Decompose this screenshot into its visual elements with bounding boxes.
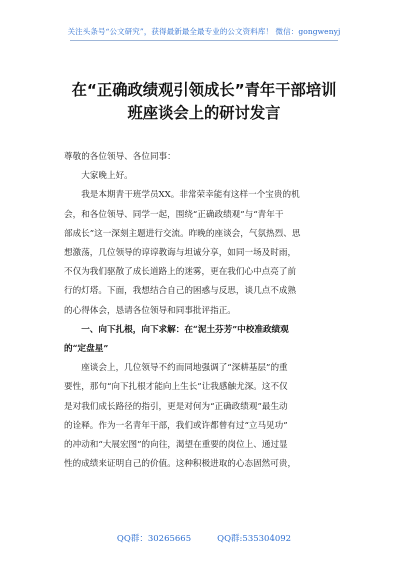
title-line: 班座谈会上的研讨发言 [127,104,281,122]
text-line: 要性，那句“向下扎根才能向上生长”让我感触尤深。这不仅 [64,382,288,393]
text-line: 行的灯塔。下面，我想结合自己的困惑与反思，谈几点不成熟 [64,286,297,297]
text-line: 的冲动和“大展宏图”的向往，渴望在重要的岗位上、通过显 [64,440,288,451]
text-line: 一、向下扎根，向下求解：在“泥土芬芳”中校准政绩观 [81,324,289,335]
text-line: 想激荡，几位领导的谆谆教诲与坦诚分享，如同一场及时雨， [64,248,297,259]
text-line: 我是本期青干班学员XX。非常荣幸能有这样一个宝贵的机 [81,190,300,201]
text-line: 部成长”这一深刻主题进行交流。昨晚的座谈会，气氛热烈、思 [64,228,301,239]
footer [0,532,408,544]
text-line: 的“定盘星” [64,344,109,355]
text-line: 大家晚上好。 [81,171,133,182]
header-divider [70,40,338,41]
salutation [64,148,348,167]
footer-qq-group: QQ群：30265665 [116,534,192,544]
title-line: 在“正确政绩观引领成长”青年干部培训 [71,81,337,99]
document-title [30,79,378,125]
text-line: 不仅为我们驱散了成长道路上的迷雾，更在我们心中点亮了前 [64,267,297,278]
text-line: 座谈会上，几位领导不约而同地强调了“深耕基层”的重 [81,363,288,374]
greeting [64,167,348,186]
section-heading [64,321,348,359]
paragraph [64,186,348,320]
header-banner: 关注头条号“公文研究”，获得最新最全最专业的公文资料库！ 微信：gongwenyj [67,27,341,36]
text-line: 尊敬的各位领导、各位同事： [64,152,176,162]
text-line: 性的成绩来证明自己的价值。这种积极进取的心态固然可贵， [64,459,297,470]
paragraph [64,359,348,474]
text-line: 的诠释。作为一名青年干部，我们或许都曾有过“立马见功” [64,420,288,431]
footer-qq-group: QQ群:535304092 [217,534,292,544]
text-line: 会，和各位领导、同学一起，围绕“正确政绩观”与“青年干 [64,209,284,220]
document-body [64,148,348,474]
text-line: 是对我们成长路径的指引，更是对何为“正确政绩观”最生动 [64,401,288,412]
text-line: 的心得体会，恳请各位领导和同事批评指正。 [64,305,236,316]
